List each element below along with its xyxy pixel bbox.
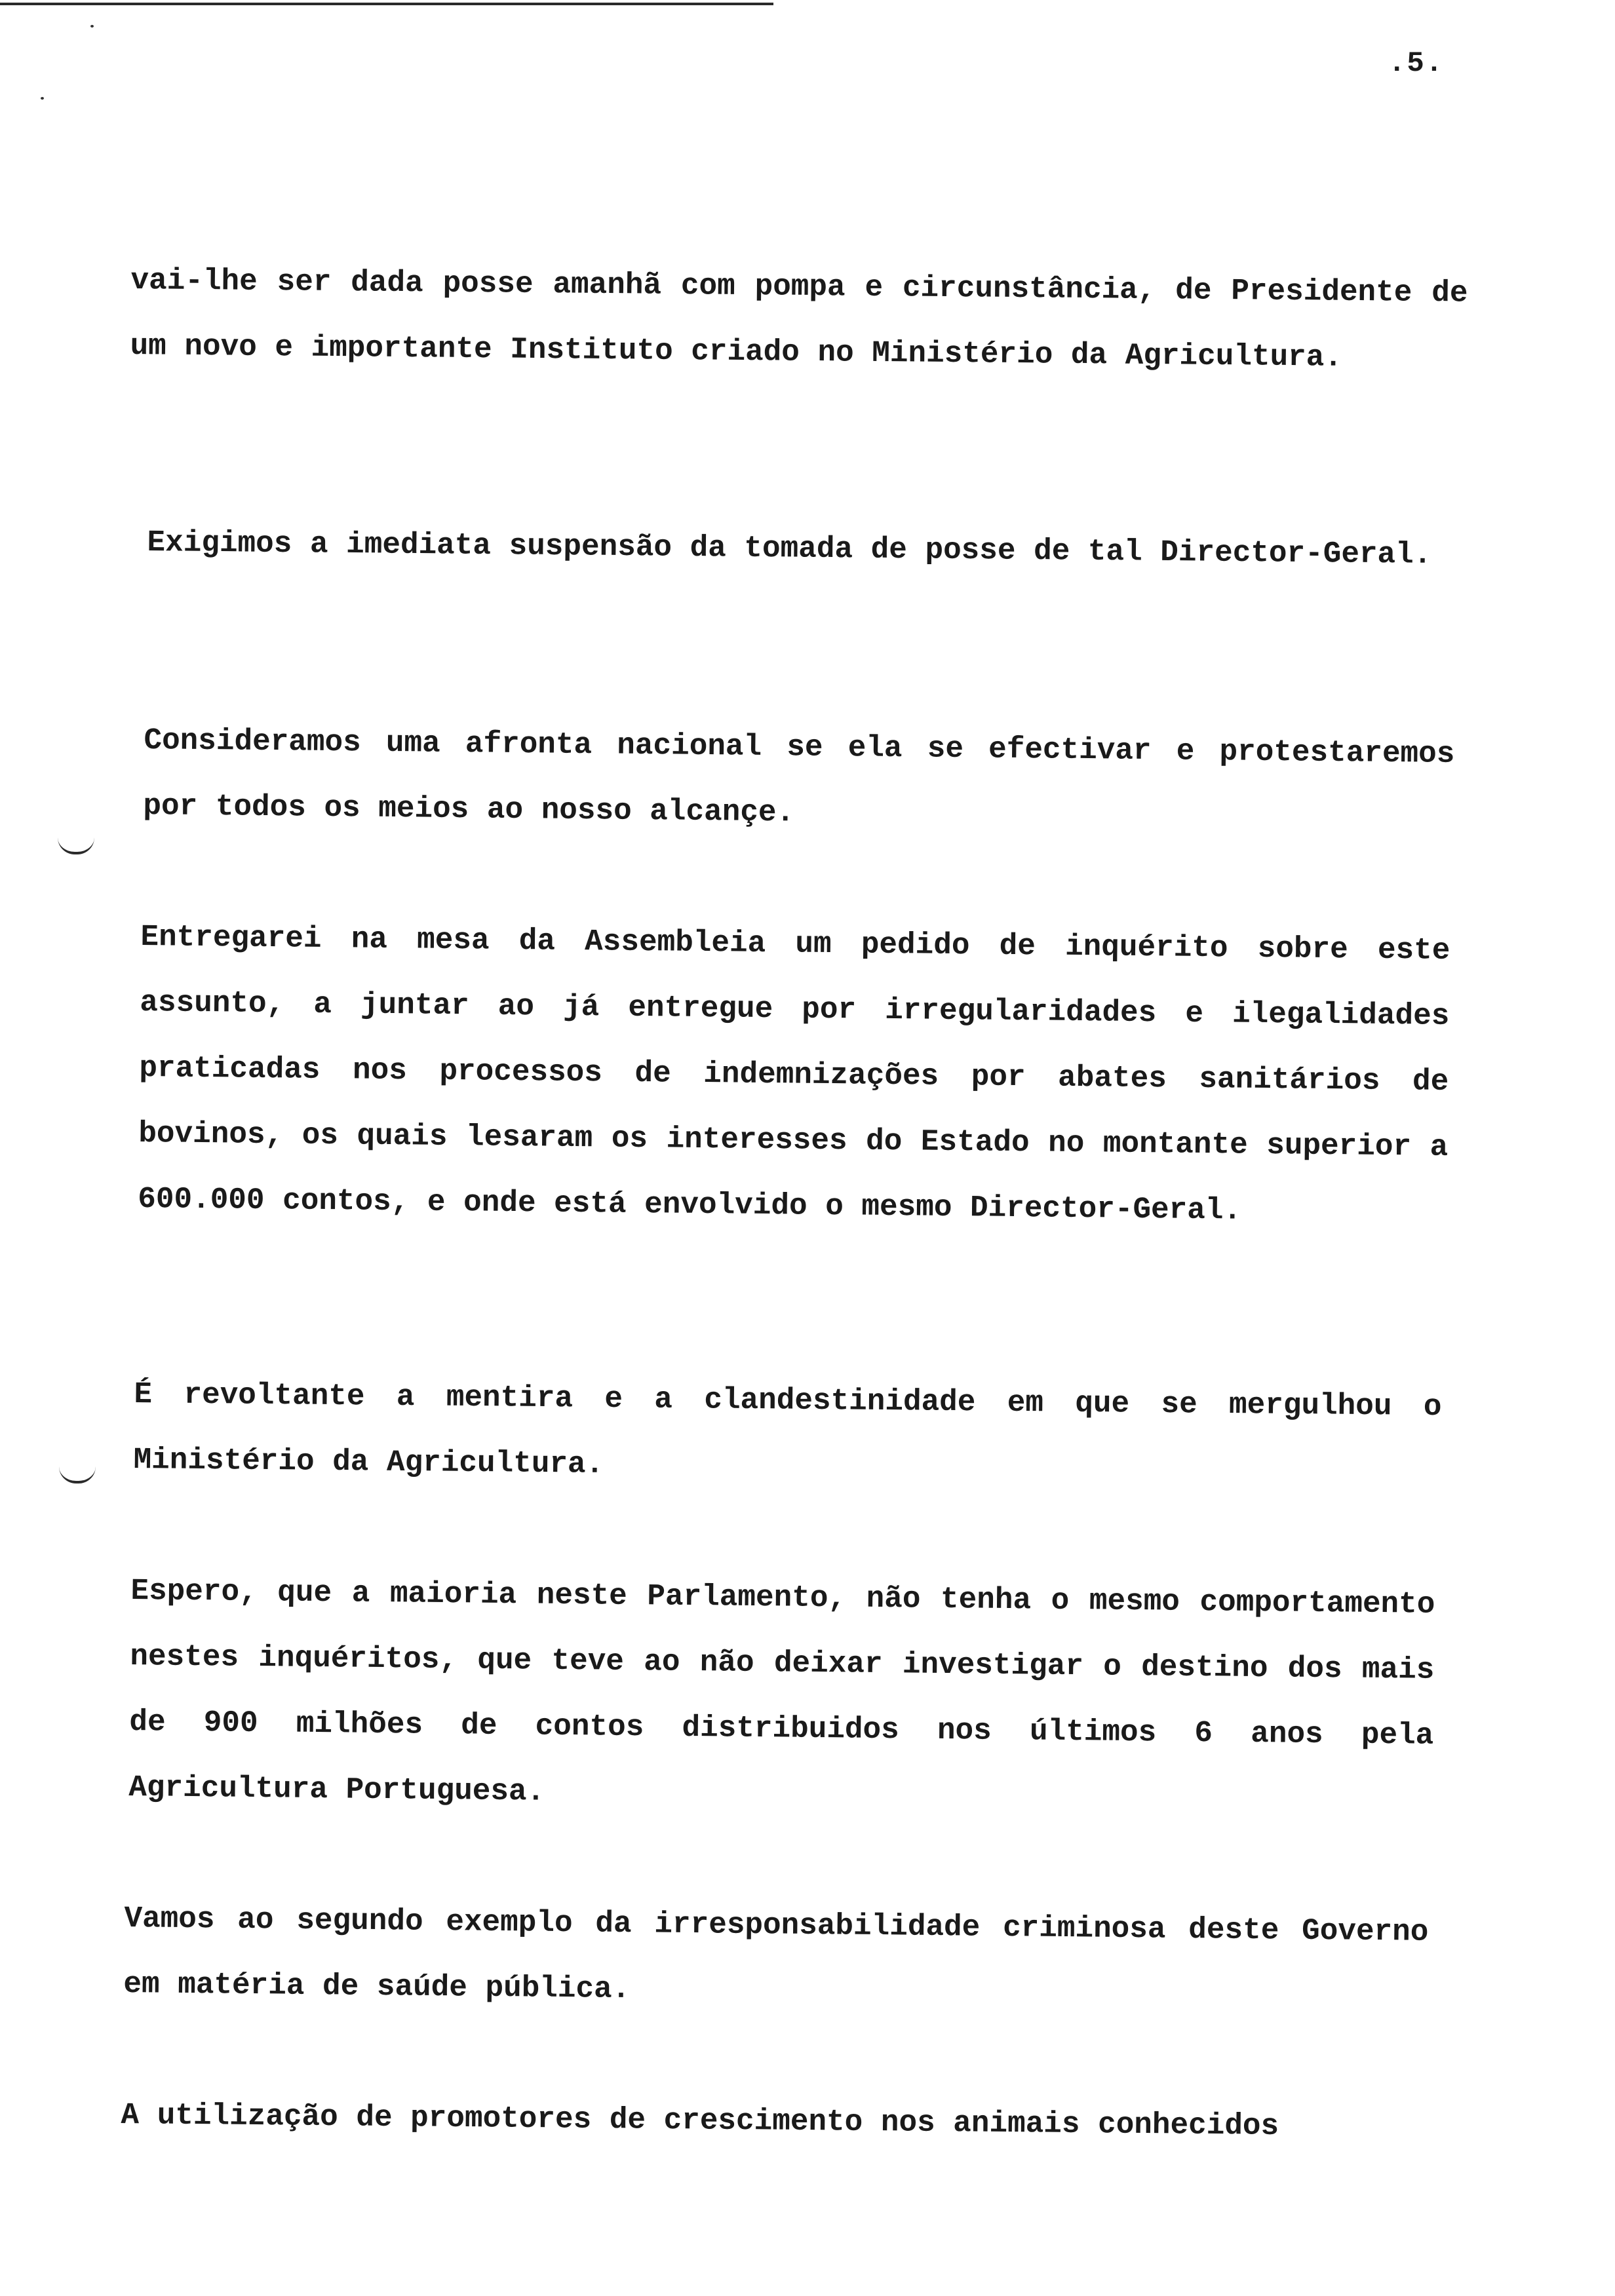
paragraph: Exigimos a imediata suspensão da tomada de posse de tal Director-Geral. bbox=[147, 525, 1432, 572]
scan-speck bbox=[90, 25, 94, 28]
paragraph: Espero, que a maioria neste Parlamento, não tenha o mesmo comportamento nestes inquéritos, que teve ao não deixar investigar o destino dos mais de 900 milhões de contos distribuidos nos últimos 6 anos pela Agricultura Portuguesa. bbox=[128, 1573, 1435, 1809]
paragraph: Vamos ao segundo exemplo da irresponsabilidade criminosa deste Governo em matéria de saúde pública. bbox=[123, 1901, 1429, 2007]
margin-mark bbox=[58, 837, 94, 854]
paragraph: A utilização de promotores de crescimento nos animais conhecidos bbox=[121, 2097, 1279, 2143]
page-number: .5. bbox=[1388, 47, 1445, 80]
paragraph: vai-lhe ser dada posse amanhã com pompa e circunstância, de Presidente de um novo e importante Instituto criado no Ministério da Agricultura. bbox=[130, 263, 1468, 375]
top-rule bbox=[0, 3, 773, 5]
paragraph: É revoltante a mentira e a clandestinidade em que se mergulhou o Ministério da Agricultura. bbox=[133, 1377, 1442, 1482]
margin-mark bbox=[59, 1466, 96, 1483]
scan-speck bbox=[41, 97, 44, 100]
paragraph: Consideramos uma afronta nacional se ela se efectivar e protestaremos por todos os meios ao nosso alcançe. bbox=[143, 723, 1455, 830]
paragraph: Entregarei na mesa da Assembleia um pedido de inquérito sobre este assunto, a juntar ao já entregue por irregularidades e ilegalidades praticadas nos processos de indemnizações por abates sanitários de bovinos, os quais lesaram os interesses do Estado no montante superior a 600.000 contos, e onde está envolvido o mesmo Director-Geral. bbox=[138, 919, 1450, 1228]
